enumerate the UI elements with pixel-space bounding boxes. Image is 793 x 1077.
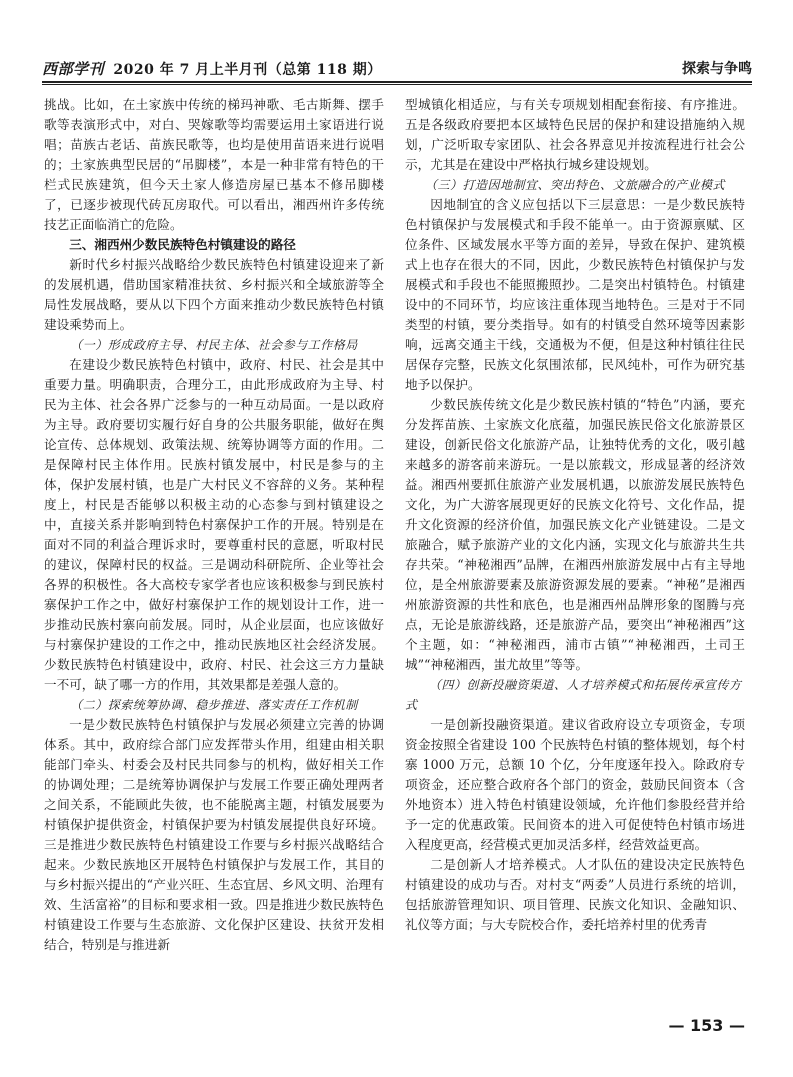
body-paragraph: 在建设少数民族特色村镇中，政府、村民、社会是其中重要力量。明确职责，合理分工，由此形成政府为主导、村民为主体、社会各界广泛参与的一种互动局面。一是以政府为主导。政府要切实履行好自身的公共服务职能，做好在舆论宣传、总体规划、政策法规、统筹协调等方面的作用。二是保障村民主体作用。民族村镇发展中，村民是参与的主体，保护发展村镇，也是广大村民义不容辞的义务。某种程度上，村民是否能够以积极主动的心态参与到村镇建设之中，直接关系并影响到特色村寨保护工作的开展。特别是在面对不同的利益合理诉求时，要尊重村民的意愿，听取村民的建议，保障村民的权益。三是调动科研院所、企业等社会各界的积极性。各大高校专家学者也应该积极参与到民族村寨保护工作之中，做好村寨保护工作的规划设计工作，进一步推动民族村寨向前发展。同时，从企业层面，也应该做好与村寨保护建设的工作之中，推动民族地区社会经济发展。少数民族特色村镇建设中，政府、村民、社会这三方力量缺一不可，缺了哪一方的作用，其效果都是差强人意的。 [44, 357, 384, 692]
body-paragraph: 二是创新人才培养模式。人才队伍的建设决定民族特色村镇建设的成功与否。对村支“两委”人员进行系统的培训，包括旅游管理知识、项目管理、民族文化知识、金融知识、礼仪等方面；与大专院校合作，委托培养村里的优秀青 [405, 857, 745, 932]
subsection-heading: （四）创新投融资渠道、人才培养模式和拓展传承宣传方式 [405, 678, 742, 712]
body-paragraph-continued: 挑战。比如，在土家族中传统的梯玛神歌、毛古斯舞、摆手歌等表演形式中，对白、哭嫁歌等均需要运用土家语进行说唱；苗族古老话、苗族民歌等，也均是使用苗语来进行说唱的；土家族典型民居的“吊脚楼”，本是一种非常有特色的干栏式民族建筑，但今天土家人修造房屋已基本不修吊脚楼了，已逐步被现代砖瓦房取代。可以看出，湘西州许多传统技艺正面临消亡的危险。 [44, 97, 384, 232]
issue-info: 2020 年 7 月上半月刊（总第 118 期） [113, 62, 382, 78]
right-column [405, 95, 745, 935]
page-number: — 153 — [668, 1016, 745, 1035]
body-paragraph: 新时代乡村振兴战略给少数民族特色村镇建设迎来了新的发展机遇，借助国家精准扶贫、乡村振兴和全域旅游等全局性发展战略，要从以下四个方面来推动少数民族特色村镇建设乘势而上。 [44, 257, 384, 332]
journal-logo: 西部学刊 [42, 60, 105, 78]
journal-masthead [42, 58, 382, 79]
body-paragraph: 因地制宜的含义应包括以下三层意思：一是少数民族特色村镇保护与发展模式和手段不能单一。由于资源禀赋、区位条件、区域发展水平等方面的差异，导致在保护、建筑模式上也存在很大的不同，因此，少数民族特色村镇保护与发展模式和手段也不能照搬照抄。二是突出村镇特色。村镇建设中的不同环节，均应该注重体现当地特色。三是对于不同类型的村镇，要分类指导。如有的村镇受自然环境等因素影响，远离交通主干线，交通极为不便，但是这种村镇往往民居保存完整，民族文化氛围浓郁，民风纯朴，可作为研究基地予以保护。 [405, 197, 745, 392]
section-heading: 三、湘西州少数民族特色村镇建设的路径 [69, 237, 296, 252]
header-rule [42, 81, 752, 83]
subsection-heading: （三）打造因地制宜、突出特色、文旅融合的产业模式 [424, 178, 725, 192]
header-rule-thin [42, 84, 752, 85]
subsection-heading: （二）探索统筹协调、稳步推进、落实责任工作机制 [70, 698, 358, 712]
subsection-heading: （一）形成政府主导、村民主体、社会参与工作格局 [70, 338, 358, 352]
left-column [44, 95, 384, 955]
body-paragraph: 少数民族传统文化是少数民族村镇的“特色”内涵，要充分发挥苗族、土家族文化底蕴，加强民族民俗文化旅游景区建设，创新民俗文化旅游产品，让独特优秀的文化，吸引越来越多的游客前来游玩。一是以旅载文，形成显著的经济效益。湘西州要抓住旅游产业发展机遇，以旅游发展民族特色文化，为广大游客展现更好的民族文化符号、文化作品，提升文化资源的经济价值，加强民族文化产业链建设。二是文旅融合，赋予旅游产业的文化内涵，实现文化与旅游共生共存共荣。“神秘湘西”品牌，在湘西州旅游发展中占有主导地位，是全州旅游要素及旅游资源发展的要素。“神秘”是湘西州旅游资源的共性和底色，也是湘西州品牌形象的图腾与亮点，无论是旅游线路，还是旅游产品，要突出“神秘湘西”这个主题，如：“神秘湘西，浦市古镇”“神秘湘西，土司王城”“神秘湘西，蚩尤故里”等等。 [405, 397, 745, 672]
body-paragraph: 一是创新投融资渠道。建议省政府设立专项资金，专项资金按照全省建设 100 个民族特色村镇的整体规划，每个村寨 1000 万元，总额 10 个亿，分年度逐年投入。除政府专项资金，还应整合政府各个部门的资金，鼓励民间资本（含外地资本）进入特色村镇建设领域，允许他们参股经营并给予一定的优惠政策。民间资本的进入可促使特色村镇市场进入程度更高，经营模式更加灵活多样，经营效益更高。 [405, 717, 745, 852]
body-paragraph-continued: 型城镇化相适应，与有关专项规划相配套衔接、有序推进。五是各级政府要把本区域特色民居的保护和建设措施纳入规划，广泛听取专家团队、社会各界意见并按流程进行社会公示，尤其是在建设中严格执行城乡建设规划。 [405, 97, 745, 172]
body-paragraph: 一是少数民族特色村镇保护与发展必须建立完善的协调体系。其中，政府综合部门应发挥带头作用，组建由相关职能部门牵头、村委会及村民共同参与的机构，做好相关工作的协调处理；二是统筹协调保护与发展工作要正确处理两者之间关系，不能顾此失彼，也不能脱离主题，村镇发展要为村镇保护提供资金，村镇保护要为村镇发展提供良好环境。三是推进少数民族特色村镇建设工作要与乡村振兴战略结合起来。少数民族地区开展特色村镇保护与发展工作，其目的与乡村振兴提出的“产业兴旺、生态宜居、乡风文明、治理有效、生活富裕”的目标和要求相一致。四是推进少数民族特色村镇建设工作要与生态旅游、文化保护区建设、扶贫开发相结合，特别是与推进新 [44, 717, 384, 952]
section-label: 探索与争鸣 [682, 61, 752, 77]
running-header [42, 58, 752, 80]
